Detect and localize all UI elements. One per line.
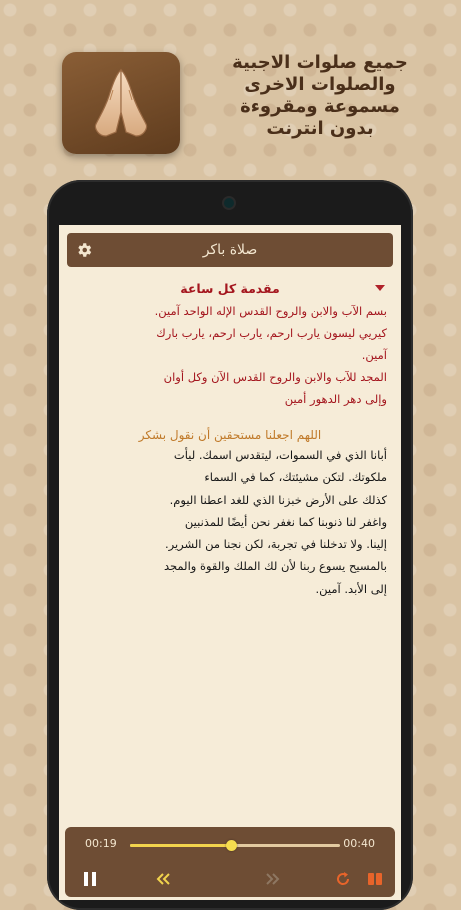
seek-thumb[interactable]: [226, 840, 237, 851]
headline-line: والصلوات الاخرى: [244, 74, 396, 95]
book-icon: [367, 871, 383, 887]
text-line: إلينا. ولا تدخلنا في تجربة، لكن نجنا من الشرير.: [164, 537, 387, 552]
forward-button[interactable]: [261, 867, 285, 891]
headline-line: بدون انترنت: [266, 118, 374, 139]
text-line: وإلى دهر الدهور أمين: [284, 392, 387, 406]
screen-title: صلاة باكر: [202, 242, 258, 258]
current-time: 00:19: [85, 837, 117, 850]
seek-bar[interactable]: [130, 844, 340, 847]
text-line: أبانا الذي في السموات، ليتقدس اسمك. ليأت: [173, 448, 387, 462]
rewind-icon: [155, 872, 171, 886]
intro-title: مقدمة كل ساعة: [180, 281, 280, 296]
text-line: ملكوتك. لتكن مشيئتك، كما في السماء: [204, 470, 387, 485]
seek-bar-progress: [130, 844, 231, 847]
intro-text: [69, 300, 391, 410]
book-button[interactable]: [363, 867, 387, 891]
praying-hands-icon: [90, 66, 152, 140]
text-line: واغفر لنا ذنوبنا كما نغفر نحن أيضًا للمذنبين: [184, 514, 387, 529]
promo-banner: [0, 0, 461, 175]
text-line: كيريي ليسون يارب ارحم، يارب ارحم، يارب بارك: [156, 326, 387, 340]
gear-icon[interactable]: [75, 241, 93, 259]
pause-button[interactable]: [78, 867, 102, 891]
text-line: بسم الآب والابن والروح القدس الإله الواحد آمين.: [154, 304, 387, 318]
rewind-button[interactable]: [151, 867, 175, 891]
pause-icon: [83, 871, 97, 887]
text-line: آمين.: [361, 348, 387, 362]
intro-section-header[interactable]: [69, 281, 391, 296]
app-screen: [59, 225, 401, 900]
front-camera: [224, 198, 234, 208]
prayer-content: [69, 273, 391, 823]
promo-headline: [192, 52, 448, 140]
repeat-button[interactable]: [331, 867, 355, 891]
headline-line: مسموعة ومقروءة: [240, 96, 400, 117]
text-line: إلى الأبد. آمين.: [315, 581, 387, 596]
prayer-title: اللهم اجعلنا مستحقين أن نقول بشكر: [138, 428, 322, 442]
prayer-text: [69, 444, 391, 600]
repeat-icon: [335, 871, 351, 887]
forward-icon: [265, 872, 281, 886]
audio-player: [65, 827, 395, 897]
total-time: 00:40: [343, 837, 375, 850]
app-icon: [62, 52, 180, 154]
text-line: بالمسيح يسوع ربنا لأن لك الملك والقوة والمجد: [163, 559, 387, 574]
top-bar: [67, 233, 393, 267]
headline-line: جميع صلوات الاجبية: [232, 52, 408, 73]
caret-down-icon: [375, 285, 385, 291]
text-line: المجد للآب والابن والروح القدس الآن وكل أوان: [163, 370, 387, 384]
text-line: كذلك على الأرض خبزنا الذي للغد اعطنا اليوم.: [169, 492, 387, 507]
